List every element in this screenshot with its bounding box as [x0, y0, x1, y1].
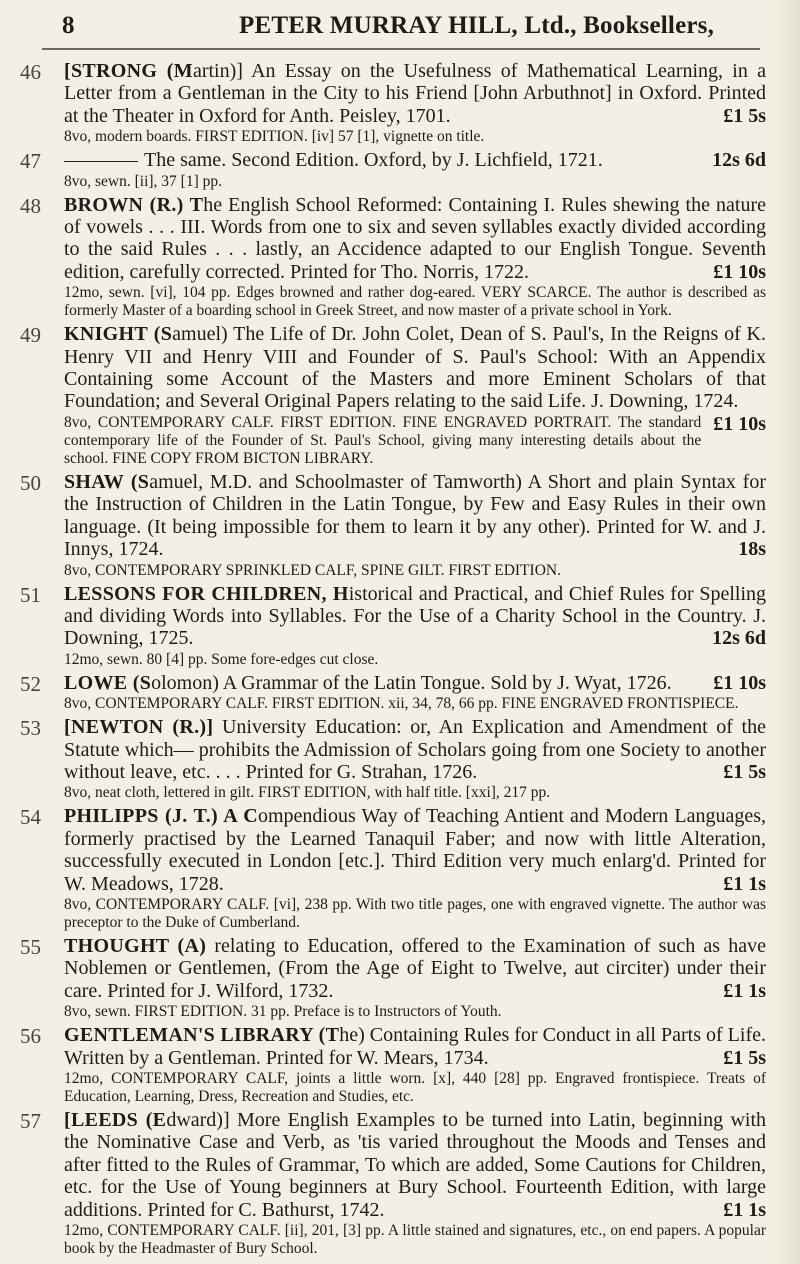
running-head: PETER MURRAY HILL, Ltd., Booksellers,	[239, 12, 715, 39]
catalogue-entry	[20, 323, 766, 468]
entry-title-imprint: THOUGHT (A) relating to Education, offered to the Examination of such as have Noblemen or Gentlemen, (From the Age of Eight to Twelve, aut circiter) under their care. Printed for J. Wilford, 1732.	[64, 934, 766, 1002]
catalogue-entry	[20, 1109, 766, 1258]
entry-price: 12s 6d	[712, 627, 766, 650]
entry-title-imprint: LESSONS FOR CHILDREN, Historical and Practical, and Chief Rules for Spelling and dividing Words into Syllables. For the Use of a Charity School in the Country. J. Downing, 1725.	[64, 582, 767, 650]
entry-collation-note: 8vo, CONTEMPORARY SPRINKLED CALF, SPINE GILT. FIRST EDITION.	[64, 561, 561, 579]
entry-heading: [NEWTON (R.)]	[64, 716, 214, 739]
entry-number: 57	[20, 1109, 41, 1133]
entry-title-imprint: The same. Second Edition. Oxford, by J. Lichfield, 1721.	[144, 149, 603, 172]
catalogue-entry	[20, 149, 766, 190]
entry-price: £1 5s	[723, 104, 766, 127]
entry-heading: KNIGHT (S	[64, 323, 173, 346]
page-header	[42, 6, 760, 50]
entry-price: £1 1s	[723, 872, 766, 895]
entry-description	[64, 716, 766, 783]
entry-title-imprint: GENTLEMAN'S LIBRARY (The) Containing Rules for Conduct in all Parts of Life. Written by a Gentleman. Printed for W. Mears, 1734.	[64, 1024, 766, 1069]
entry-number: 50	[20, 470, 41, 495]
catalogue-entry	[20, 1024, 766, 1106]
entry-description	[64, 1024, 766, 1069]
entry-number: 46	[20, 60, 41, 84]
entry-heading: BROWN (R.) T	[64, 193, 204, 216]
entry-collation-note: 8vo, neat cloth, lettered in gilt. FIRST EDITION, with half title. [xxi], 217 pp.	[64, 784, 551, 802]
entry-collation-note: 8vo, CONTEMPORARY CALF. [vi], 238 pp. With two title pages, one with engraved vignette. The author was preceptor to the Duke of Cumberland.	[64, 895, 766, 931]
catalogue-entry	[20, 935, 766, 1021]
entry-price: £1 10s	[713, 412, 766, 435]
entry-description	[64, 1109, 766, 1221]
entry-description	[64, 194, 766, 284]
entry-number: 51	[20, 582, 41, 607]
entry-number: 54	[20, 805, 41, 830]
entry-title-imprint: [NEWTON (R.)] University Education: or, An Explication and Amendment of the Statute which— prohibits the Admission of Scholars going from one Society to another without leave, etc. . . . Printed for G. Strahan, 1726.	[64, 716, 766, 783]
entry-collation-note: 8vo, sewn. FIRST EDITION. 31 pp. Preface is to Instructors of Youth.	[64, 1003, 502, 1021]
entry-collation-note: 12mo, sewn. [vi], 104 pp. Edges browned and rather dog-eared. VERY SCARCE. The author is described as formerly Master of a boarding school in Greek Street, and now master of a private school in York.	[64, 284, 766, 320]
entry-description	[64, 149, 766, 171]
entry-heading: SHAW (S	[64, 470, 150, 493]
entry-heading: LOWE (S	[64, 671, 152, 694]
entry-number: 53	[20, 716, 41, 741]
entry-price: £1 5s	[723, 760, 766, 783]
ditto-rule	[64, 161, 138, 162]
entry-collation-note: 12mo, CONTEMPORARY CALF, joints a little worn. [x], 440 [28] pp. Engraved frontispiece. Treats of Education, Learning, Dress, Recreation and Studies, etc.	[64, 1070, 766, 1105]
entry-description	[64, 323, 766, 435]
entry-collation-note: 8vo, modern boards. FIRST EDITION. [iv] 57 [1], vignette on title.	[64, 128, 485, 146]
entry-heading: GENTLEMAN'S LIBRARY (T	[64, 1024, 340, 1047]
entry-number: 47	[20, 149, 41, 174]
entry-description	[64, 805, 766, 895]
catalogue-entry	[20, 805, 766, 932]
entry-price: £1 1s	[723, 979, 766, 1002]
entry-price: £1 1s	[723, 1198, 766, 1221]
entry-title-imprint: [LEEDS (Edward)] More English Examples to be turned into Latin, beginning with the Nominative Case and Verb, as 'tis varied throughout the Moods and Tenses and after fitted to the Rules of Grammar, To which are added, Some Cautions for Children, etc. for the Use of Young beginners at Bury School. Fourteenth Edition, with large additions. Printed for C. Bathurst, 1742.	[64, 1109, 767, 1221]
entry-description	[64, 471, 766, 561]
entry-title-imprint: BROWN (R.) The English School Reformed: Containing I. Rules shewing the nature of vowels . . . III. Words from one to six and seven syllables exactly divided according to the said Rules . . . lastly, an Accidence adapted to our English Tongue. Seventh edition, carefully corrected. Printed for Tho. Norris, 1722.	[64, 193, 766, 283]
entry-description	[64, 583, 766, 650]
entry-price: £1 10s	[713, 260, 766, 283]
entry-title-imprint: SHAW (Samuel, M.D. and Schoolmaster of Tamworth) A Short and plain Syntax for the Instruction of Children in the Latin Tongue, by Few and Easy Rules in their own language. (It being impossible for them to learn it by any other). Printed for W. and J. Innys, 1724.	[64, 470, 767, 561]
entry-heading: THOUGHT (A)	[64, 934, 207, 957]
entry-heading: LESSONS FOR CHILDREN, H	[64, 582, 349, 605]
entry-number: 56	[20, 1024, 41, 1049]
page-number: 8	[62, 12, 75, 39]
catalogue-entry	[20, 716, 766, 802]
catalogue-entry	[20, 583, 766, 669]
page-edge-shadow	[774, 0, 800, 1264]
entry-title-imprint: [STRONG (Martin)] An Essay on the Usefulness of Mathematical Learning, in a Letter from a Gentleman in the City to his Friend [John Arbuthnot] in Oxford. Printed at the Theater in Oxford for Anth. Peisley, 1701.	[64, 60, 766, 127]
entry-number: 52	[20, 671, 41, 696]
entry-heading: [LEEDS (E	[64, 1109, 167, 1131]
entry-number: 49	[20, 323, 41, 348]
catalogue-entry	[20, 471, 766, 580]
entry-price: £1 5s	[723, 1046, 766, 1069]
entry-description	[64, 935, 766, 1002]
entry-number: 55	[20, 934, 41, 959]
entry-title-imprint: KNIGHT (Samuel) The Life of Dr. John Colet, Dean of S. Paul's, In the Reigns of K. Henry VII and Henry VIII and Founder of S. Paul's School: With an Appendix Containing some Account of the Masters and more Eminent Scholars of that Foundation; and Several Original Papers relating to the said Life. J. Downing, 1724.	[64, 323, 766, 413]
entry-collation-note: 12mo, CONTEMPORARY CALF. [ii], 201, [3] pp. A little stained and signatures, etc., on end papers. A popular book by the Headmaster of Bury School.	[64, 1222, 766, 1258]
entry-heading: [STRONG (M	[64, 60, 193, 82]
entry-number: 48	[20, 193, 41, 218]
entry-collation-note: 8vo, CONTEMPORARY CALF. FIRST EDITION. xii, 34, 78, 66 pp. FINE ENGRAVED FRONTISPIECE.	[64, 695, 739, 713]
catalogue-entry	[20, 60, 766, 146]
entry-price: 18s	[738, 538, 766, 561]
entry-description	[64, 60, 766, 127]
entry-heading: PHILIPPS (J. T.) A C	[64, 805, 258, 828]
entry-title-imprint: PHILIPPS (J. T.) A Compendious Way of Teaching Antient and Modern Languages, formerly practised by the Learned Tanaquil Faber; and now with little Alteration, successfully executed in London [etc.]. Third Edition very much enlarg'd. Printed for W. Meadows, 1728.	[64, 805, 766, 895]
catalogue-entries	[20, 60, 766, 1258]
entry-price: £1 10s	[713, 671, 766, 694]
entry-price: 12s 6d	[712, 149, 766, 172]
catalogue-entry	[20, 194, 766, 321]
catalogue-entry	[20, 672, 766, 713]
entry-collation-note: 8vo, sewn. [ii], 37 [1] pp.	[64, 172, 222, 190]
entry-description	[64, 672, 766, 694]
entry-collation-note: 12mo, sewn. 80 [4] pp. Some fore-edges cut close.	[64, 650, 379, 668]
entry-collation-note: 8vo, CONTEMPORARY CALF. FIRST EDITION. FINE ENGRAVED PORTRAIT. The standard contemporary life of the Founder of St. Paul's School, giving many interesting details about the school. FINE COPY FROM BICTON LIBRARY.	[64, 413, 702, 467]
entry-title-imprint: LOWE (Solomon) A Grammar of the Latin Tongue. Sold by J. Wyat, 1726.	[64, 671, 672, 694]
